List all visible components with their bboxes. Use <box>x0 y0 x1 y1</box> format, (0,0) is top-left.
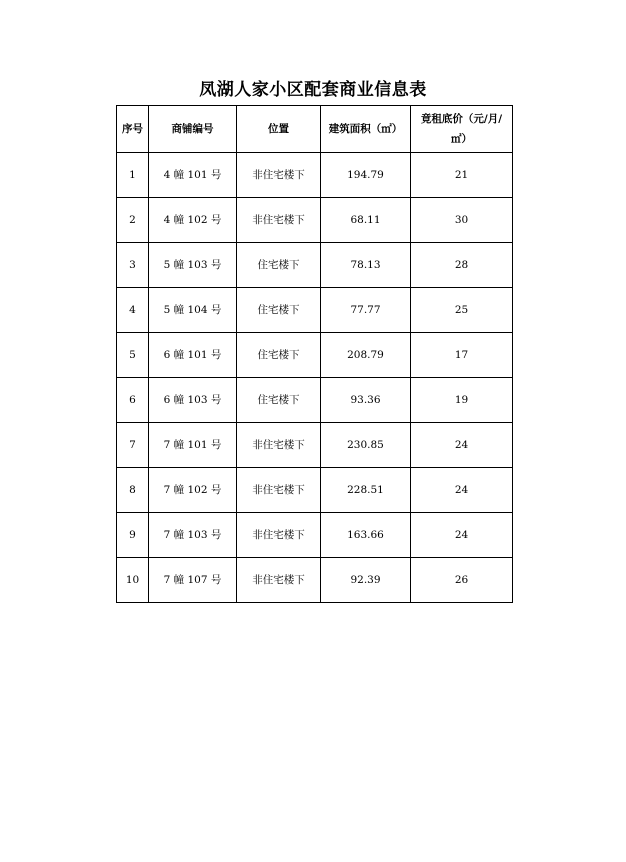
rent-price-cell: 30 <box>411 198 513 243</box>
header-shop-number <box>149 106 237 153</box>
table-row <box>117 198 513 243</box>
shop-number-cell: 5 幢 103 号 <box>149 243 237 288</box>
table-row <box>117 288 513 333</box>
location-cell: 非住宅楼下 <box>237 468 321 513</box>
header-text-line: 竟租底价（元/月/ <box>420 113 503 125</box>
rent-price-cell: 19 <box>411 378 513 423</box>
location-cell: 非住宅楼下 <box>237 153 321 198</box>
header-rent-floor-price <box>411 106 513 153</box>
index-cell: 10 <box>117 558 149 603</box>
shop-number-cell: 4 幢 101 号 <box>149 153 237 198</box>
location-cell: 住宅楼下 <box>237 243 321 288</box>
shop-number-cell: 7 幢 103 号 <box>149 513 237 558</box>
index-cell: 8 <box>117 468 149 513</box>
index-cell: 2 <box>117 198 149 243</box>
table-row <box>117 153 513 198</box>
floor-area-cell: 208.79 <box>321 333 411 378</box>
floor-area-cell: 93.36 <box>321 378 411 423</box>
floor-area-cell: 163.66 <box>321 513 411 558</box>
floor-area-cell: 228.51 <box>321 468 411 513</box>
header-text-line: ㎡） <box>451 133 472 145</box>
header-index <box>117 106 149 153</box>
table-row <box>117 558 513 603</box>
floor-area-cell: 78.13 <box>321 243 411 288</box>
index-cell: 1 <box>117 153 149 198</box>
location-cell: 住宅楼下 <box>237 378 321 423</box>
header-text-line: 建筑面积（㎡） <box>328 123 403 135</box>
floor-area-cell: 68.11 <box>321 198 411 243</box>
floor-area-cell: 77.77 <box>321 288 411 333</box>
header-location <box>237 106 321 153</box>
index-cell: 3 <box>117 243 149 288</box>
index-cell: 7 <box>117 423 149 468</box>
index-cell: 4 <box>117 288 149 333</box>
table-row <box>117 468 513 513</box>
index-cell: 9 <box>117 513 149 558</box>
header-text-line: 序号 <box>122 123 143 135</box>
index-cell: 5 <box>117 333 149 378</box>
location-cell: 住宅楼下 <box>237 288 321 333</box>
rent-price-cell: 21 <box>411 153 513 198</box>
header-floor-area <box>321 106 411 153</box>
shop-number-cell: 6 幢 101 号 <box>149 333 237 378</box>
shop-number-cell: 5 幢 104 号 <box>149 288 237 333</box>
shop-number-cell: 7 幢 107 号 <box>149 558 237 603</box>
header-text-line: 商铺编号 <box>171 123 214 135</box>
index-cell: 6 <box>117 378 149 423</box>
rent-price-cell: 28 <box>411 243 513 288</box>
table-row <box>117 333 513 378</box>
shop-number-cell: 6 幢 103 号 <box>149 378 237 423</box>
location-cell: 住宅楼下 <box>237 333 321 378</box>
floor-area-cell: 194.79 <box>321 153 411 198</box>
document-title: 凤湖人家小区配套商业信息表 <box>199 80 427 100</box>
location-cell: 非住宅楼下 <box>237 513 321 558</box>
header-text-line: 位置 <box>268 123 289 135</box>
shop-number-cell: 4 幢 102 号 <box>149 198 237 243</box>
rent-price-cell: 24 <box>411 423 513 468</box>
rent-price-cell: 24 <box>411 468 513 513</box>
location-cell: 非住宅楼下 <box>237 558 321 603</box>
shop-number-cell: 7 幢 101 号 <box>149 423 237 468</box>
floor-area-cell: 230.85 <box>321 423 411 468</box>
commercial-info-table <box>116 105 513 603</box>
table-row <box>117 423 513 468</box>
table-row <box>117 243 513 288</box>
shop-number-cell: 7 幢 102 号 <box>149 468 237 513</box>
rent-price-cell: 17 <box>411 333 513 378</box>
location-cell: 非住宅楼下 <box>237 423 321 468</box>
table-row <box>117 378 513 423</box>
location-cell: 非住宅楼下 <box>237 198 321 243</box>
table-header <box>117 106 513 153</box>
header-row <box>117 106 513 153</box>
floor-area-cell: 92.39 <box>321 558 411 603</box>
rent-price-cell: 26 <box>411 558 513 603</box>
rent-price-cell: 25 <box>411 288 513 333</box>
table-body <box>117 153 513 603</box>
table-row <box>117 513 513 558</box>
rent-price-cell: 24 <box>411 513 513 558</box>
